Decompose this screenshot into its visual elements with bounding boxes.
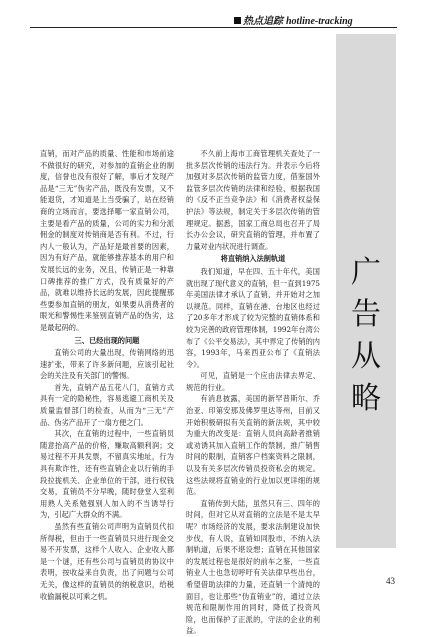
article-column-right xyxy=(186,148,320,637)
paragraph: 直销，而对产品的质量、性能和市场前途不做很好的研究，对参加的直销企业的制度，信誉也没有很好了解，事后才发现产品是“三无”伪劣产品，既没有发票，又不能退货，才知道是上当受骗了，站在经销商的立场而言，要选择哪一家直销公司，主要是看产品的质量，公司的实力和分派佣金的制度对传销商是否有利。不过，行内人一般认为，产品好是最首要的因素，因为有好产品，就能够推荐基本的用户和发展长远的业务，况且，传销正是一种靠口碑推荐的推广方式，没有质量好的产品，就难以维持长远的发展，因此提醒那些要参加直销的朋友，如果要从消费者的眼光和警惕性来鉴别直销产品的伪劣，这是最起码的。 xyxy=(40,149,174,332)
sidebar-title-char: 从 xyxy=(351,339,381,374)
section-heading: 将直销纳入法制轨道 xyxy=(220,254,286,264)
header-section-en: hotline-tracking xyxy=(286,16,353,27)
section-heading: 三、已经出现的问题 xyxy=(74,335,140,345)
sidebar-title-char: 告 xyxy=(351,297,381,332)
header-square-icon xyxy=(234,17,241,24)
page-number: 43 xyxy=(386,576,395,586)
paragraph: 我们知道，早在四、五十年代，美国就出现了现代意义的直销，但一直到1975年美国法律才承认了直销，并开始对之加以规范。同样，直销在港、台地区也经过了20多年才形成了较为完整的直销体系和较为完善的政府管理体制，1992年台湾公布了《公平交易法》，其中界定了传销的内容，1993年，马来西亚公布了《直销法令》。 xyxy=(186,266,320,369)
header-section-cn: 热点追踪 xyxy=(243,16,283,27)
sidebar-title-char: 略 xyxy=(351,381,381,416)
paragraph: 直销传到大陆，虽然只有三、四年的时间，但对它从对直销的立法是不是太早呢？市场经济的发展，要求法制建设加快步伐，有人说，直销如同股市，不纳入法制轨道，后果不堪设想；直销在其他国家的发展过程也是很好的前车之鉴，一些直销业人士也急切呼吁有关法律早些出台，希望借助法律的力量，还直销一个清纯的面目，也让那些“伪直销业”的，通过立法规范和限制作用的同时，降低了投资风险，也而保护了正派的，守法的企业的利益。 xyxy=(186,498,320,636)
section-header xyxy=(234,12,353,27)
sidebar-title-char: 广 xyxy=(351,255,381,290)
header-rule xyxy=(30,27,397,28)
paragraph: 不久前上海市工商管理机关查处了一批多层次传销的违法行为。并表示今后将加强对多层次传销的监管力度，借鉴国外监管多层次传销的法律和经验，根据我国的《反不正当竞争法》和《消费者权益保护法》等法规，制定关于多层次传销的管理规定。据悉，国家工商总局也召开了局长办公会议，研究直销的管理，并布置了力量对业内状况进行调查。 xyxy=(186,149,320,251)
paragraph: 直销公司的大量出现，传销网络的迅速扩张，带来了许多新问题，应该引起社会的关注及有关部门的警惕。 xyxy=(40,348,174,381)
article-column-left xyxy=(40,148,174,602)
paragraph: 可见，直销是一个应由法律去界定、规范的行业。 xyxy=(186,371,320,392)
paragraph: 首先，直销产品五花八门，直销方式具有一定的隐秘性，容易逃避工商机关及质量监督部门的检查，从而为“三无”产品、伪劣产品开了一扇方便之门。 xyxy=(40,382,174,427)
paragraph: 其次，在直销的过程中，一些直销员随意抬高产品的价格，赚取高额利润；交易过程不开具发票，不留真实地址，行为具有欺诈性，还有些直销企业以行销的手段拉拢机关、企业单位的干部，进行权钱交易，直销员不分早晚，随时登堂入室利用熟人关系勉强别人加入的不当诱导行为，引起广大群众的不满。 xyxy=(40,429,174,520)
paragraph: 有消息披露，美国的新罕普斯尔、乔治亚、印第安那及佛罗里达等州，目前又开始积极研拟有关直销的新法规，其中较为重大的改变是：直销人员向高龄者推销或劝诱其加入直销工作的禁制，推广销售时间的限制，直销客户档案资料之限制，以及有关多层次传销员投资私会的规定。这些法规将直销业的行业加以更详细的规范。 xyxy=(186,394,320,497)
paragraph: 虽然有些直销公司声明为直销员代扣所得税，但由于一些直销员只进行现金交易不开发票，这样个人收入、企业收入都是一个谜，还有些公司与直销员的协议中表明，按收益来自负责，出了问题与公司无关，像这样的直销员的纳税意识，给税收偷漏税以可乘之机。 xyxy=(40,522,174,601)
